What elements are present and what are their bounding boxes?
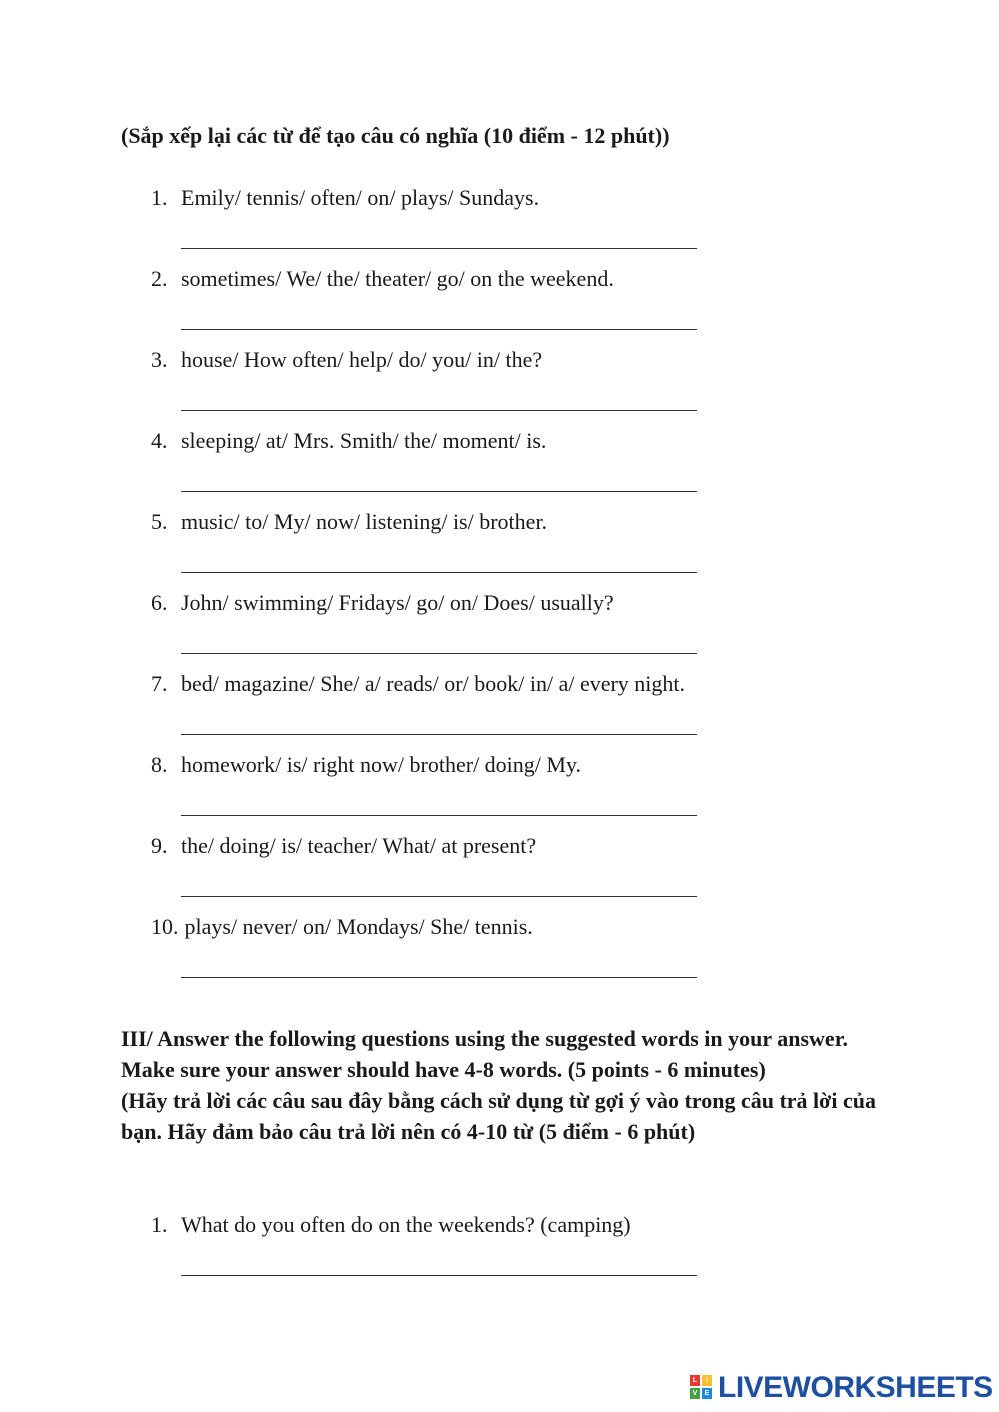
exercise-item-5 <box>151 509 547 535</box>
item-text: bed/ magazine/ She/ a/ reads/ or/ book/ in/ a/ every night. <box>181 671 686 696</box>
logo-text: LIVEWORKSHEETS <box>718 1371 993 1404</box>
item-number: 2. <box>151 266 168 291</box>
logo-mark-letter: E <box>702 1388 712 1399</box>
exercise-item-8 <box>151 752 581 778</box>
item-text: What do you often do on the weekends? (camping) <box>181 1212 631 1237</box>
answer-line-2[interactable] <box>181 329 697 330</box>
item-text: John/ swimming/ Fridays/ go/ on/ Does/ usually? <box>181 590 614 615</box>
item-text: sleeping/ at/ Mrs. Smith/ the/ moment/ is. <box>181 428 547 453</box>
item-number: 9. <box>151 833 168 858</box>
section-3-heading-en: III/ Answer the following questions using the suggested words in your answer. Make sure your answer should have 4-8 words. (5 points - 6 minutes) <box>121 1026 848 1082</box>
exercise-item-7 <box>151 671 685 697</box>
logo-mark-letter: L <box>690 1375 700 1386</box>
logo-mark-letter: I <box>702 1375 712 1386</box>
answer-line-5[interactable] <box>181 572 697 573</box>
section-3-heading-vi: (Hãy trả lời các câu sau đây bằng cách sử dụng từ gợi ý vào trong câu trả lời của bạn. Hãy đảm bảo câu trả lời nên có 4-10 từ (5 điểm - 6 phút) <box>121 1088 876 1144</box>
item-text: Emily/ tennis/ often/ on/ plays/ Sundays. <box>181 185 540 210</box>
answer-line-7[interactable] <box>181 734 697 735</box>
item-number: 7. <box>151 671 168 696</box>
answer-line-9[interactable] <box>181 896 697 897</box>
logo-mark-icon <box>690 1375 714 1401</box>
item-number: 4. <box>151 428 168 453</box>
exercise-item-2 <box>151 266 614 292</box>
item-text: homework/ is/ right now/ brother/ doing/ My. <box>181 752 582 777</box>
answer-line-4[interactable] <box>181 491 697 492</box>
answer-line-3[interactable] <box>181 410 697 411</box>
item-text: plays/ never/ on/ Mondays/ She/ tennis. <box>184 914 533 939</box>
answer-line-10[interactable] <box>181 977 697 978</box>
item-number: 8. <box>151 752 168 777</box>
liveworksheets-logo[interactable] <box>690 1373 993 1403</box>
exercise-item-10 <box>151 914 533 940</box>
logo-mark-letter: V <box>690 1388 700 1399</box>
item-text: the/ doing/ is/ teacher/ What/ at present? <box>181 833 537 858</box>
exercise-item-1 <box>151 185 539 211</box>
answer-line-6[interactable] <box>181 653 697 654</box>
question-item-1 <box>151 1212 631 1238</box>
item-number: 5. <box>151 509 168 534</box>
exercise-item-4 <box>151 428 546 454</box>
item-number: 6. <box>151 590 168 615</box>
item-text: house/ How often/ help/ do/ you/ in/ the? <box>181 347 543 372</box>
item-number: 1. <box>151 1212 168 1237</box>
item-text: sometimes/ We/ the/ theater/ go/ on the weekend. <box>181 266 614 291</box>
exercise-item-9 <box>151 833 536 859</box>
item-number: 10. <box>151 914 179 939</box>
item-number: 3. <box>151 347 168 372</box>
answer-line-1[interactable] <box>181 248 697 249</box>
section-2-heading: (Sắp xếp lại các từ để tạo câu có nghĩa (10 điểm - 12 phút)) <box>121 123 670 148</box>
section-3-heading <box>121 1023 881 1147</box>
exercise-item-6 <box>151 590 614 616</box>
answer-line-q1[interactable] <box>181 1275 697 1276</box>
answer-line-8[interactable] <box>181 815 697 816</box>
item-number: 1. <box>151 185 168 210</box>
exercise-item-3 <box>151 347 542 373</box>
item-text: music/ to/ My/ now/ listening/ is/ brother. <box>181 509 548 534</box>
